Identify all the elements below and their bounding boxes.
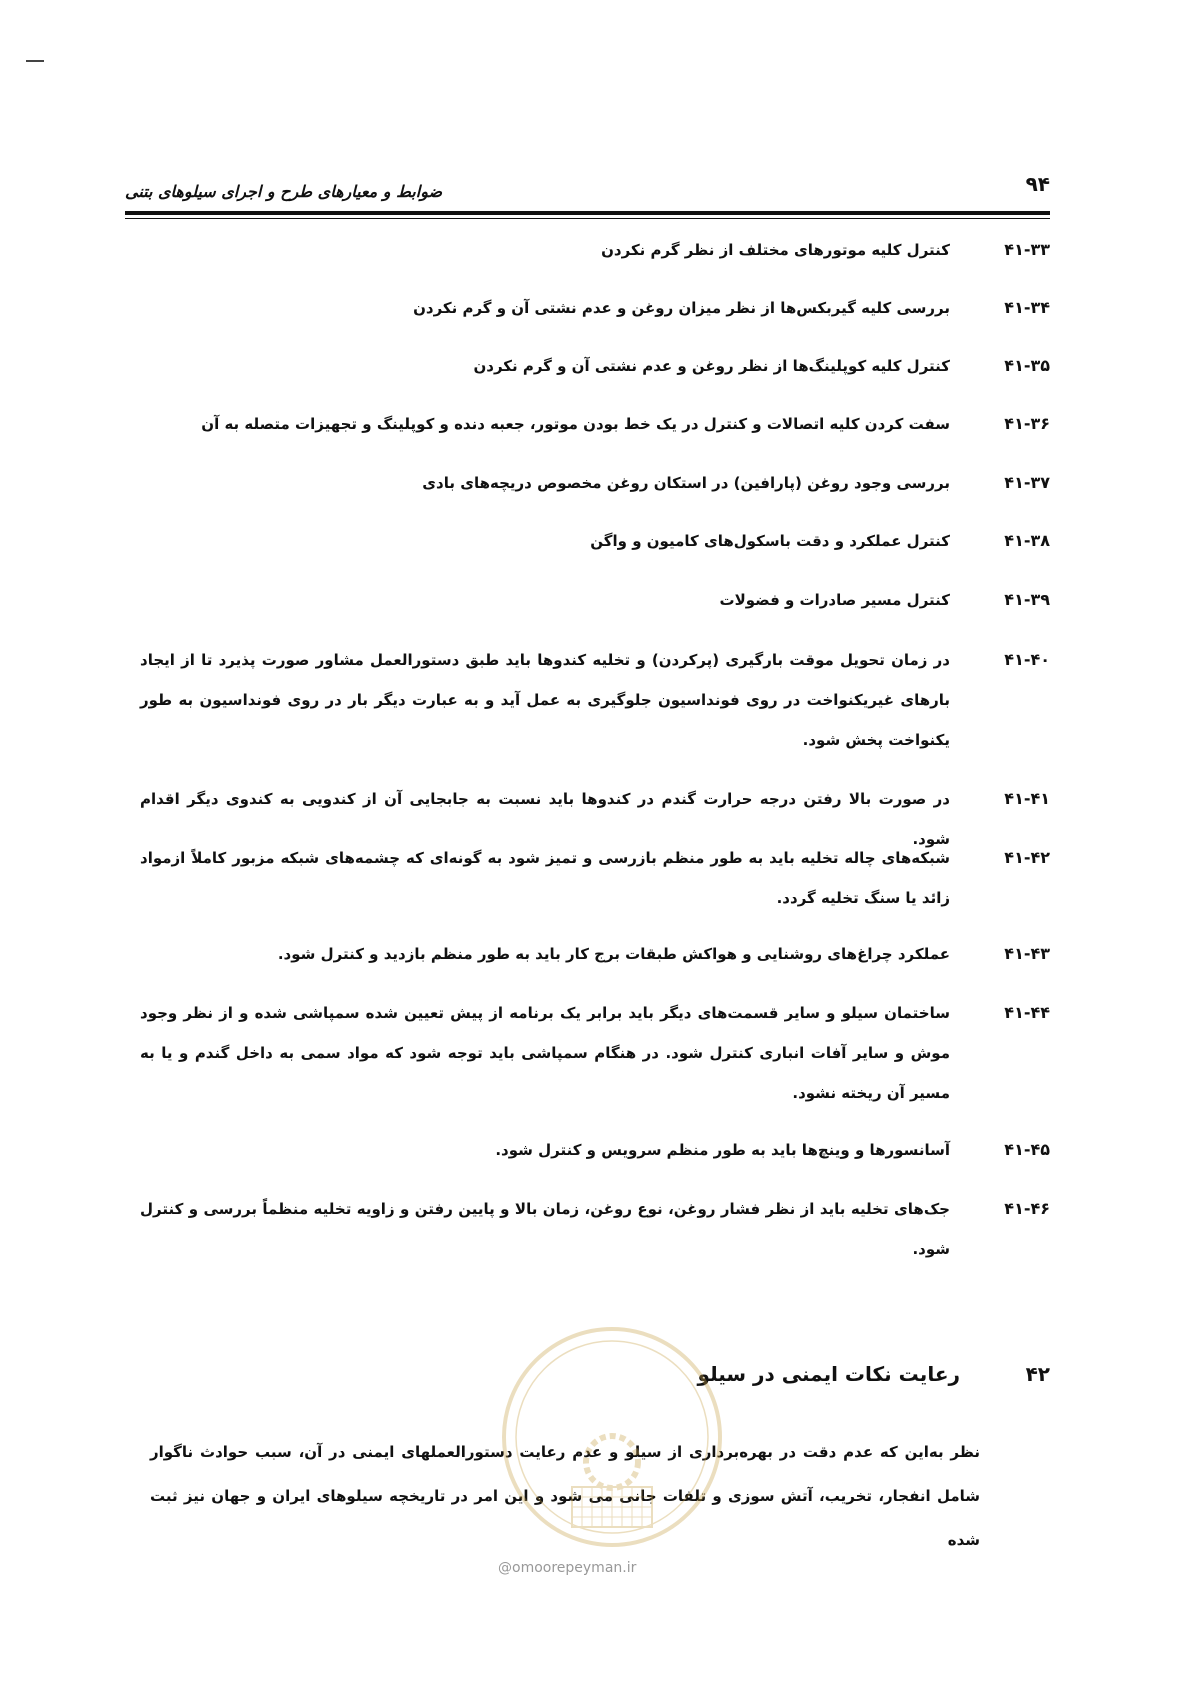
item-number: ۴۱-۳۹ <box>1004 590 1050 609</box>
item-text: کنترل مسیر صادرات و فضولات <box>719 591 950 609</box>
item-number: ۴۱-۳۳ <box>1004 240 1050 259</box>
item-number: ۴۱-۴۲ <box>1004 848 1050 867</box>
item-number: ۴۱-۴۶ <box>1004 1199 1050 1218</box>
item-text: جک‌های تخلیه باید از نظر فشار روغن، نوع روغن، زمان بالا و پایین رفتن و زاویه تخلیه منظماً بررسی و کنترل شود. <box>140 1200 950 1258</box>
list-item <box>140 580 1050 620</box>
item-text: در زمان تحویل موقت بارگیری (پرکردن) و تخلیه کندوها باید طبق دستورالعمل مشاور صورت پذیرد تا از ایجاد بارهای غیریکنواخت در روی فونداسیون جلوگیری به عمل آید و به عبارت دیگر بار در روی فونداسیون به طور یکنواخت پخش شود. <box>140 651 950 749</box>
item-number: ۴۱-۳۶ <box>1004 414 1050 433</box>
running-title: ضوابط و معیارهای طرح و اجرای سیلوهای بتنی <box>125 182 443 201</box>
body-paragraph: نظر به‌این که عدم دقت در بهره‌برداری از سیلو و عدم رعایت دستورالعملهای ایمنی در آن، سبب حوادث ناگوار شامل انفجار، تخریب، آتش سوزی و تلفات جانی می شود و این امر در تاریخچه سیلوهای ایران و جهان نیز ثبت شده <box>150 1443 980 1549</box>
list-item <box>140 838 1050 918</box>
item-text: بررسی کلیه گیربکس‌ها از نظر میزان روغن و عدم نشتی آن و گرم نکردن <box>413 299 950 317</box>
list-item <box>140 1189 1050 1269</box>
item-number: ۴۱-۳۷ <box>1004 473 1050 492</box>
item-number: ۴۱-۴۱ <box>1004 789 1050 808</box>
item-text: شبکه‌های چاله تخلیه باید به طور منظم بازرسی و تمیز شود به گونه‌ای که چشمه‌های شبکه مزبور کاملاً ازمواد زائد یا سنگ تخلیه گردد. <box>140 849 950 907</box>
page-header <box>125 172 1050 208</box>
header-rule-thick <box>125 211 1050 215</box>
header-rule-thin <box>125 218 1050 219</box>
list-item <box>140 346 1050 386</box>
item-text: عملکرد چراغ‌های روشنایی و هواکش طبقات برج کار باید به طور منظم بازدید و کنترل شود. <box>277 945 950 963</box>
item-number: ۴۱-۳۴ <box>1004 298 1050 317</box>
section-title: رعایت نکات ایمنی در سیلو <box>697 1362 960 1386</box>
list-item <box>140 934 1050 974</box>
item-number: ۴۱-۴۴ <box>1004 1003 1050 1022</box>
item-text: آسانسورها و وینچ‌ها باید به طور منظم سرویس و کنترل شود. <box>495 1141 950 1159</box>
item-text: سفت کردن کلیه اتصالات و کنترل در یک خط بودن موتور، جعبه دنده و کوپلینگ و تجهیزات متصله به آن <box>201 415 950 433</box>
item-text: کنترل کلیه کوپلینگ‌ها از نظر روغن و عدم نشتی آن و گرم نکردن <box>473 357 950 375</box>
item-number: ۴۱-۴۵ <box>1004 1140 1050 1159</box>
list-item <box>140 288 1050 328</box>
item-text: کنترل کلیه موتورهای مختلف از نظر گرم نکردن <box>601 241 950 259</box>
item-text: کنترل عملکرد و دقت باسکول‌های کامیون و واگن <box>590 532 950 550</box>
margin-mark <box>26 60 44 62</box>
list-item <box>140 404 1050 444</box>
section-number: ۴۲ <box>1025 1362 1050 1386</box>
list-item <box>140 993 1050 1113</box>
item-number: ۴۱-۳۸ <box>1004 531 1050 550</box>
list-item <box>140 230 1050 270</box>
list-item <box>140 521 1050 561</box>
item-text: ساختمان سیلو و سایر قسمت‌های دیگر باید برابر یک برنامه از پیش تعیین شده سمپاشی شده و از نظر وجود موش و سایر آفات انباری کنترل شود. در هنگام سمپاشی باید توجه شود که مواد سمی به داخل گندم و یا به مسیر آن ریخته نشود. <box>140 1004 950 1102</box>
item-number: ۴۱-۴۳ <box>1004 944 1050 963</box>
list-item <box>140 1130 1050 1170</box>
item-number: ۴۱-۴۰ <box>1004 650 1050 669</box>
list-item <box>140 640 1050 760</box>
item-text: در صورت بالا رفتن درجه حرارت گندم در کندوها باید نسبت به جابجایی آن از کندویی به کندوی دیگر اقدام شود. <box>140 790 950 848</box>
item-text: بررسی وجود روغن (پارافین) در استکان روغن مخصوص دریچه‌های بادی <box>422 474 950 492</box>
watermark-site: @omoorepeyman.ir <box>498 1560 637 1576</box>
item-number: ۴۱-۳۵ <box>1004 356 1050 375</box>
page-number: ۹۴ <box>1025 172 1050 196</box>
list-item <box>140 463 1050 503</box>
